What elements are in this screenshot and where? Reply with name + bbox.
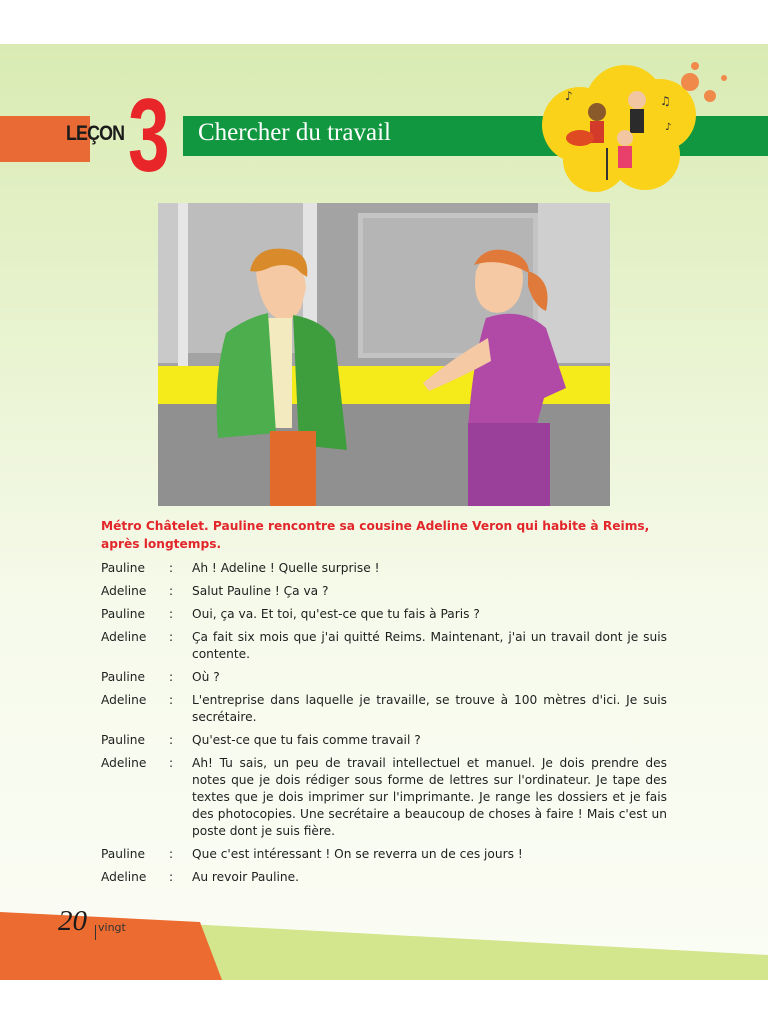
speech-text: Qu'est-ce que tu fais comme travail ? xyxy=(192,733,421,747)
speaker-colon: : xyxy=(169,733,174,747)
dialogue-intro: Métro Châtelet. Pauline rencontre sa cousine Adeline Veron qui habite à Reims, après longtemps. xyxy=(101,519,650,551)
speech-text: Que c'est intéressant ! On se reverra un de ces jours ! xyxy=(192,847,523,861)
svg-text:♫: ♫ xyxy=(660,94,671,108)
speaker-name: Adeline xyxy=(101,693,147,707)
speaker-name: Pauline xyxy=(101,670,145,684)
speaker-colon: : xyxy=(169,584,174,598)
page-number-word: vingt xyxy=(98,921,126,934)
speaker-name: Pauline xyxy=(101,607,145,621)
speech-text: Salut Pauline ! Ça va ? xyxy=(192,584,329,598)
speaker-name: Adeline xyxy=(101,870,147,884)
page-number-divider xyxy=(95,925,96,940)
footer-green-wedge xyxy=(150,922,768,980)
speaker-name: Pauline xyxy=(101,561,145,575)
speaker-colon: : xyxy=(169,607,174,621)
speech-text: Ça fait six mois que j'ai quitté Reims. Maintenant, j'ai un travail dont je suis contente. xyxy=(192,630,667,661)
speech-text: Où ? xyxy=(192,670,220,684)
speaker-name: Adeline xyxy=(101,584,147,598)
speaker-colon: : xyxy=(169,870,174,884)
speaker-colon: : xyxy=(169,756,174,770)
speaker-name: Pauline xyxy=(101,733,145,747)
speech-text: Oui, ça va. Et toi, qu'est-ce que tu fais à Paris ? xyxy=(192,607,480,621)
speech-text: Ah! Tu sais, un peu de travail intellectuel et manuel. Je dois prendre des notes que je dois rédiger sous forme de lettres sur l'ordinateur. Je tape des textes que je dois imprimer sur l'imprimante. Je range les dossiers et je fais des photocopies. Une secrétaire a beaucoup de choses à faire ! Mais c'est un poste dont je suis fière. xyxy=(192,756,667,838)
speaker-colon: : xyxy=(169,670,174,684)
speaker-name: Pauline xyxy=(101,847,145,861)
page-number: 20 xyxy=(58,905,87,937)
lesson-label: LEÇON xyxy=(66,122,125,145)
speaker-colon: : xyxy=(169,561,174,575)
speech-text: L'entreprise dans laquelle je travaille, se trouve à 100 mètres d'ici. Je suis secrétaire. xyxy=(192,693,667,724)
svg-text:♪: ♪ xyxy=(565,89,573,103)
speech-text: Au revoir Pauline. xyxy=(192,870,299,884)
speaker-name: Adeline xyxy=(101,630,147,644)
lesson-number: 3 xyxy=(128,78,170,194)
speech-text: Ah ! Adeline ! Quelle surprise ! xyxy=(192,561,380,575)
svg-text:♪: ♪ xyxy=(665,122,672,133)
speaker-colon: : xyxy=(169,693,174,707)
speaker-name: Adeline xyxy=(101,756,147,770)
lesson-title: Chercher du travail xyxy=(198,119,391,146)
speaker-colon: : xyxy=(169,847,174,861)
speaker-colon: : xyxy=(169,630,174,644)
